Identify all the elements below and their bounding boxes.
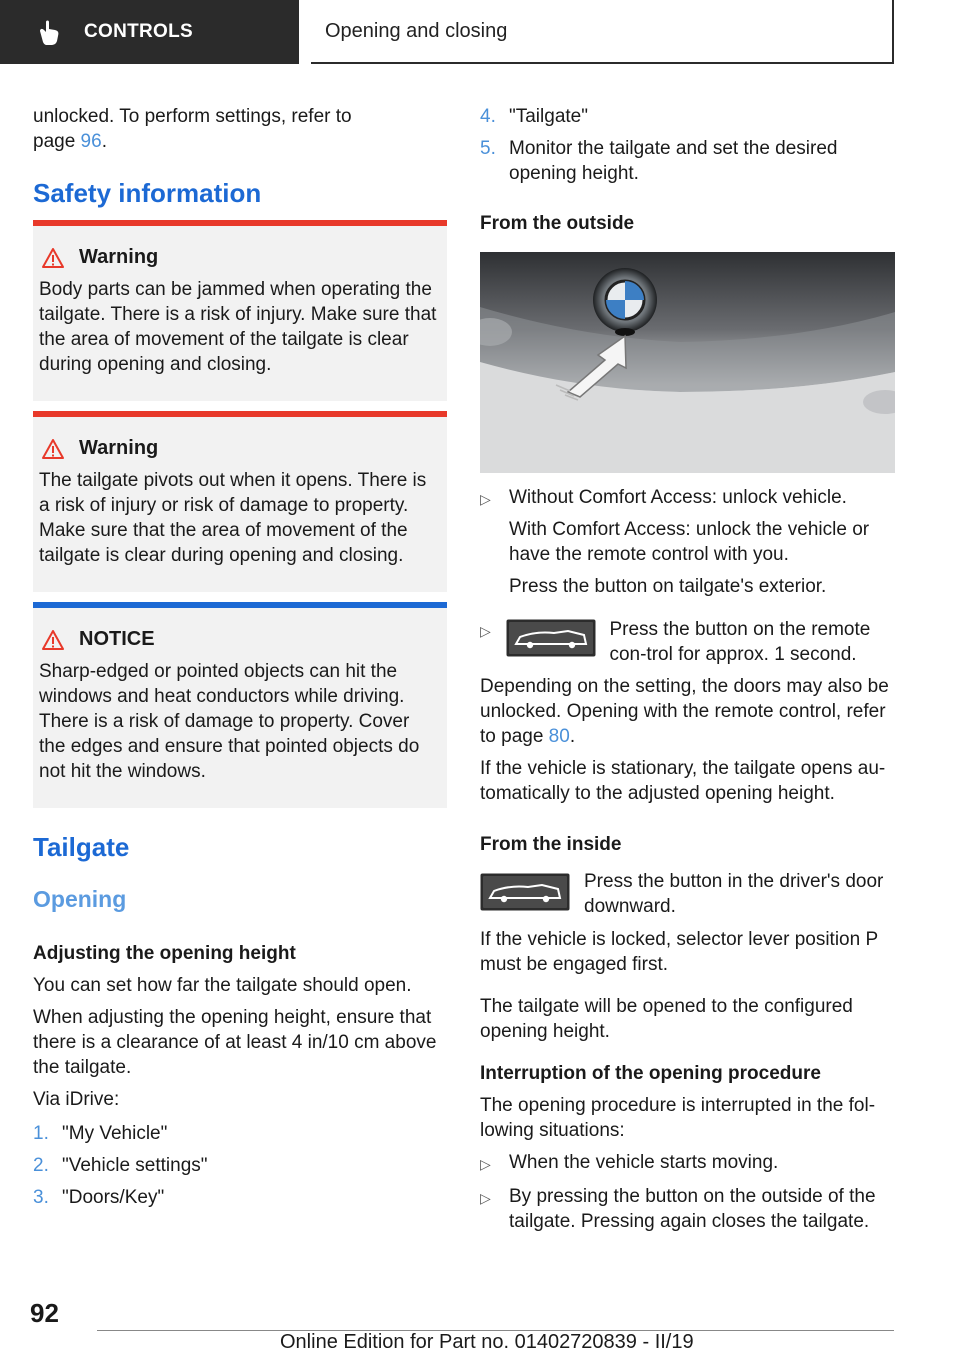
notice-text: Sharp-edged or pointed objects can hit the windows and heat conductors while driving. There is a risk of damage to property. Cover the edges and ensure that pointed objects do not hit the windows. xyxy=(39,661,420,782)
page-link-80[interactable]: 80 xyxy=(548,726,570,747)
bullet-text: Without Comfort Access: unlock vehicle. xyxy=(509,487,847,508)
bullet-text: By pressing the button on the outside of the tailgate. Pressing again closes the tailgate. xyxy=(509,1186,876,1232)
step-number: 3. xyxy=(33,1187,49,1208)
tailgate-button-icon xyxy=(506,619,596,657)
configured-paragraph: The tailgate will be opened to the configured opening height. xyxy=(480,996,853,1042)
via-idrive: Via iDrive: xyxy=(33,1089,120,1110)
hand-pointer-icon xyxy=(34,17,64,47)
inside-notes xyxy=(480,927,894,1234)
section-tab xyxy=(0,0,299,64)
adjust-paragraph-1: You can set how far the tailgate should open. xyxy=(33,975,412,996)
tailgate-button-icon xyxy=(480,873,570,911)
warning-box-2 xyxy=(33,411,447,592)
locked-paragraph: If the vehicle is locked, selector lever position P must be engaged first. xyxy=(480,929,878,975)
step-text: Monitor the tailgate and set the desired opening height. xyxy=(509,138,838,184)
outside-instructions xyxy=(480,485,894,806)
list-item xyxy=(480,485,894,599)
step-number: 5. xyxy=(480,138,496,159)
footer-edition: Online Edition for Part no. 01402720839 - II/19 xyxy=(280,1331,694,1353)
bullet-text: Press the button on tailgate's exterior. xyxy=(509,576,827,597)
interrupt-paragraph: The opening procedure is interrupted in the fol-lowing situations: xyxy=(480,1095,876,1141)
depending-paragraph xyxy=(480,674,894,749)
step-text: "Tailgate" xyxy=(509,106,588,127)
section-label: CONTROLS xyxy=(84,21,194,42)
warning-bar xyxy=(33,411,447,417)
step-number: 2. xyxy=(33,1155,49,1176)
list-item xyxy=(480,1184,894,1234)
warning-bar xyxy=(33,220,447,226)
stationary-paragraph: If the vehicle is stationary, the tailgate opens au-tomatically to the adjusted opening height. xyxy=(480,758,886,804)
intro-text xyxy=(33,104,447,154)
bullet-text: With Comfort Access: unlock the vehicle or have the remote control with you. xyxy=(509,519,870,565)
outside-heading: From the outside xyxy=(480,213,635,234)
step-number: 4. xyxy=(480,106,496,127)
list-item xyxy=(33,1185,447,1210)
list-item xyxy=(480,104,894,129)
interrupt-heading: Interruption of the opening procedure xyxy=(480,1063,821,1084)
inside-text: Press the button in the driver's door downward. xyxy=(584,871,884,917)
warning-box-1 xyxy=(33,220,447,401)
notice-box xyxy=(33,602,447,808)
warning-triangle-icon xyxy=(41,438,65,460)
adjust-paragraph-2: When adjusting the opening height, ensure that there is a clearance of at least 4 in/10 cm above the tailgate. xyxy=(33,1007,437,1078)
warning-title: Warning xyxy=(79,437,159,459)
safety-heading: Safety information xyxy=(33,178,262,208)
page-link-96[interactable]: 96 xyxy=(80,131,102,152)
list-item xyxy=(480,617,894,667)
bullet-triangle-icon: ▷ xyxy=(480,1190,491,1206)
bullet-triangle-icon: ▷ xyxy=(480,623,491,639)
intro-line2-suffix: . xyxy=(101,131,107,152)
adjust-heading: Adjusting the opening height xyxy=(33,943,296,964)
bullet-triangle-icon: ▷ xyxy=(480,1156,491,1172)
step-text: "Doors/Key" xyxy=(62,1187,165,1208)
adjust-section xyxy=(33,941,447,1210)
notice-triangle-icon xyxy=(41,629,65,651)
chapter-title: Opening and closing xyxy=(325,19,508,42)
warning-text: Body parts can be jammed when operating the tailgate. There is a risk of injury. Make sure that the area of movement of the tailgate is clear during opening and closing. xyxy=(39,279,437,375)
step-text: "My Vehicle" xyxy=(62,1123,168,1144)
list-item xyxy=(480,136,894,186)
steps-continued xyxy=(480,104,894,186)
tailgate-heading: Tailgate xyxy=(33,832,130,862)
intro-line1: unlocked. To perform settings, refer to xyxy=(33,106,352,127)
depending-suffix: . xyxy=(569,726,576,747)
depending-text: Depending on the setting, the doors may also be unlocked. Opening with the remote control, refer to page xyxy=(480,676,889,747)
page-number: 92 xyxy=(30,1298,59,1328)
steps-list xyxy=(33,1121,447,1210)
list-item xyxy=(480,1150,894,1177)
notice-bar xyxy=(33,602,447,608)
inside-instruction xyxy=(480,869,894,919)
warning-title: Warning xyxy=(79,246,159,268)
bullet-text: When the vehicle starts moving. xyxy=(509,1152,779,1173)
bullet-text: Press the button on the remote con-trol for approx. 1 second. xyxy=(609,619,871,665)
notice-title: NOTICE xyxy=(79,628,155,650)
list-item xyxy=(33,1153,447,1178)
step-text: "Vehicle settings" xyxy=(62,1155,208,1176)
opening-heading: Opening xyxy=(33,886,127,912)
chapter-header xyxy=(311,0,894,64)
list-item xyxy=(33,1121,447,1146)
warning-triangle-icon xyxy=(41,247,65,269)
intro-line2-prefix: page xyxy=(33,131,81,152)
tailgate-button-photo xyxy=(480,252,895,473)
warning-text: The tailgate pivots out when it opens. There is a risk of injury or risk of damage to property. Make sure that the area of movement of the tailgate is clear during opening and closing. xyxy=(39,470,427,566)
step-number: 1. xyxy=(33,1123,49,1144)
inside-heading: From the inside xyxy=(480,834,622,855)
bullet-triangle-icon: ▷ xyxy=(480,491,491,507)
